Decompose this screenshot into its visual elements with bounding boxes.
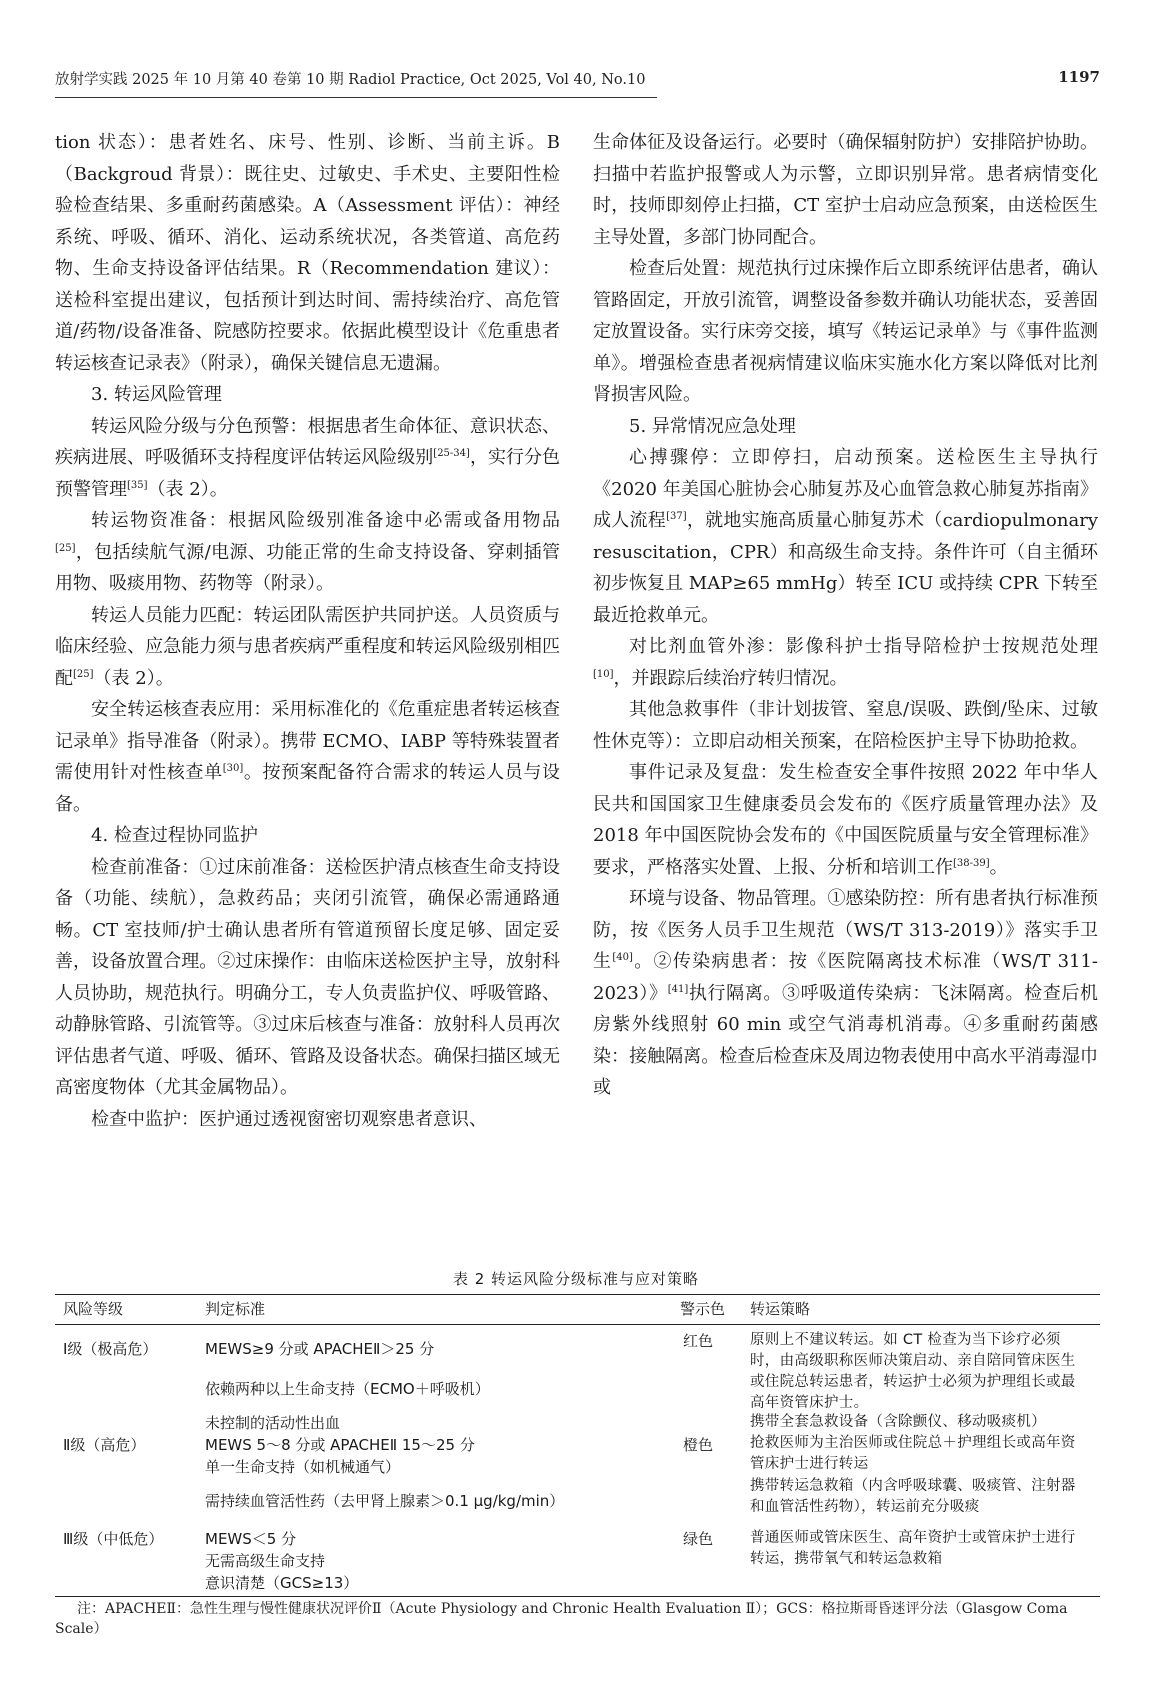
paragraph-text: tion 状态）：患者姓名、床号、性别、诊断、当前主诉。B（Backgroud 背景）：既往史、过敏史、手术史、主要阳性检验检查结果、多重耐药菌感染。A（Assessment 评估）：神经系统、呼吸、循环、消化、运动系统状况，各类管道、高危药物、生命支持设备评估结果。R（Recommendation 建议）：送检科室提出建议，包括预计到达时间、需持续治疗、高危管道/药物/设备准备、院感防控要求。依据此模型设计《危重患者转运核查记录表》（附录），确保关键信息无遗漏。 [55, 132, 560, 374]
header-rule [55, 97, 657, 98]
row3-level: Ⅲ级（中低危） [63, 1530, 164, 1548]
page-header [55, 68, 1100, 94]
citation-ref: [10] [593, 668, 614, 680]
paragraph-text: 转运物资准备：根据风险级别准备途中必需或备用物品 [91, 510, 560, 531]
paragraph-text: 其他急救事件（非计划拔管、窒息/误吸、跌倒/坠床、过敏性休克等）：立即启动相关预案，在陪检医护主导下协助抢救。 [593, 699, 1098, 752]
row3-criteria-3: 意识清楚（GCS≥13） [205, 1574, 359, 1592]
left-paragraph [55, 505, 560, 600]
paragraph-text: ，实行分色预警管理 [55, 447, 561, 500]
left-paragraph [55, 600, 560, 695]
th-color: 警示色 [680, 1300, 726, 1318]
th-level: 风险等级 [63, 1300, 124, 1318]
row1-strategy: 原则上不建议转运。如 CT 检查为当下诊疗必须时，由高级职称医师决策启动、亲自陪同管床医生或住院总转运患者，转运护士必须为护理组长或最高年资管床护士。 [750, 1332, 1076, 1411]
paragraph-text: 4. 检查过程协同监护 [91, 825, 258, 846]
right-paragraph [593, 883, 1098, 1104]
paragraph-text: 检查中监护：医护通过透视窗密切观察患者意识、 [91, 1108, 487, 1130]
row2-criteria-2: MEWS 5～8 分或 APACHEⅡ 15～25 分 [205, 1436, 475, 1454]
table-note: 注：APACHEⅡ：急性生理与慢性健康状况评价Ⅱ（Acute Physiology and Chronic Health Evaluation Ⅱ）；GCS：格拉斯哥昏迷评分法（Glasgow Coma Scale） [55, 1601, 1068, 1637]
left-section-heading [55, 820, 560, 852]
right-section-heading [593, 411, 1098, 443]
left-paragraph [55, 127, 560, 379]
table-top-rule [55, 1294, 1100, 1295]
row3-criteria-2: 无需高级生命支持 [205, 1552, 326, 1570]
right-paragraph [593, 694, 1098, 757]
paragraph-text: ，包括续航气源/电源、功能正常的生命支持设备、穿刺插管用物、吸痰用物、药物等（附录）。 [55, 541, 560, 594]
paragraph-text: 转运风险分级与分色预警：根据患者生命体征、意识状态、疾病进展、呼吸循环支持程度评估转运风险级别 [55, 415, 560, 468]
paragraph-text: 心搏骤停：立即停扫，启动预案。送检医生主导执行《2020 年美国心脏协会心肺复苏及心血管急救心肺复苏指南》成人流程 [593, 447, 1098, 531]
row1-level: Ⅰ级（极高危） [63, 1340, 158, 1358]
row2-criteria-3: 单一生命支持（如机械通气） [205, 1458, 401, 1476]
row1-criteria-1: MEWS≥9 分或 APACHEⅡ＞25 分 [205, 1340, 435, 1358]
citation-ref: [37] [666, 511, 687, 522]
left-paragraph [55, 852, 560, 1104]
paragraph-text: 执行隔离。③呼吸道传染病：飞沫隔离。检查后机房紫外线照射 60 min 或空气消毒机消毒。④多重耐药菌感染：接触隔离。检查后检查床及周边物表使用中高水平消毒湿巾或 [593, 982, 1098, 1098]
citation-ref: [30] [222, 763, 244, 774]
table-caption: 表 2 转运风险分级标准与应对策略 [452, 1270, 700, 1288]
paragraph-text: ，就地实施高质量心肺复苏术（cardiopulmonary resuscitation，CPR）和高级生命支持。条件许可（自主循环初步恢复且 MAP≥65 mmHg）转至 ICU 或持续 CPR 下转至最近抢救单元。 [593, 510, 1098, 626]
paragraph-text: （表 2）。 [147, 478, 228, 500]
citation-ref: [25] [55, 542, 76, 554]
th-criteria: 判定标准 [205, 1300, 266, 1318]
paragraph-text: 5. 异常情况应急处理 [629, 415, 796, 437]
table-header-rule [55, 1324, 1100, 1325]
paragraph-text: （表 2）。 [93, 667, 174, 689]
row1-criteria-2: 依赖两种以上生命支持（ECMO＋呼吸机） [205, 1380, 490, 1398]
paragraph-text: 安全转运核查表应用：采用标准化的《危重症患者转运核查记录单》指导准备（附录）。携带 ECMO、IABP 等特殊装置者需使用针对性核查单 [55, 699, 560, 783]
right-paragraph [593, 127, 1098, 253]
left-section-heading [55, 379, 560, 411]
right-paragraph [593, 631, 1098, 694]
row2-strategy-2: 抢救医师为主治医师或住院总＋护理组长或高年资管床护士进行转运 [750, 1435, 1076, 1472]
citation-ref: [41] [667, 983, 689, 995]
citation-ref: [38-39] [953, 857, 990, 869]
row2-level: Ⅱ级（高危） [63, 1436, 146, 1454]
paragraph-text: 检查后处置：规范执行过床操作后立即系统评估患者，确认管路固定，开放引流管，调整设备参数并确认功能状态，妥善固定放置设备。实行床旁交接，填写《转运记录单》与《事件监测单》。增强检查患者视病情建议临床实施水化方案以降低对比剂肾损害风险。 [593, 258, 1098, 405]
paragraph-text: 事件记录及复盘：发生检查安全事件按照 2022 年中华人民共和国国家卫生健康委员会发布的《医疗质量管理办法》及 2018 年中国医院协会发布的《中国医院质量与安全管理标准》要求，严格落实处置、上报、分析和培训工作 [593, 762, 1098, 878]
row2-criteria-1: 未控制的活动性出血 [205, 1414, 341, 1432]
left-paragraph [55, 694, 560, 820]
paragraph-text: 环境与设备、物品管理。①感染防控：所有患者执行标准预防，按《医务人员手卫生规范（WS/T 313-2019）》落实手卫生 [593, 888, 1098, 972]
paragraph-text: 对比剂血管外渗：影像科护士指导陪检护士按规范处理 [629, 636, 1098, 657]
row2-strategy-1: 携带全套急救设备（含除颤仪、移动吸痰机） [750, 1414, 1046, 1430]
paragraph-text: 3. 转运风险管理 [91, 384, 222, 405]
citation-ref: [25-34] [433, 448, 470, 459]
paragraph-text: 检查前准备：①过床前准备：送检医护清点核查生命支持设备（功能、续航），急救药品；夹闭引流管，确保必需通路通畅。CT 室技师/护士确认患者所有管道预留长度足够、固定妥善，设备放置合理。②过床操作：由临床送检医护主导，放射科人员协助，规范执行。明确分工，专人负责监护仪、呼吸管路、动静脉管路、引流管等。③过床后核查与准备：放射科人员再次评估患者气道、呼吸、循环、管路及设备状态。确保扫描区域无高密度物体（尤其金属物品）。 [55, 856, 560, 1098]
row1-color: 红色 [683, 1332, 714, 1350]
row3-strategy: 普通医师或管床医生、高年资护士或管床护士进行转运，携带氧气和转运急救箱 [750, 1530, 1076, 1567]
table-bottom-rule [55, 1596, 1100, 1597]
row3-criteria-1: MEWS＜5 分 [205, 1530, 297, 1548]
page-number: 1197 [1058, 68, 1100, 86]
right-paragraph [593, 253, 1098, 411]
citation-ref: [25] [73, 668, 94, 680]
journal-info: 放射学实践 2025 年 10 月第 40 卷第 10 期 Radiol Practice, Oct 2025, Vol 40, No.10 [55, 72, 646, 88]
paragraph-text: 。②传染病患者：按《医院隔离技术标准（WS/T 311-2023）》 [593, 951, 1099, 1004]
row2-color: 橙色 [683, 1436, 714, 1454]
paragraph-text: 。按预案配备符合需求的转运人员与设备。 [55, 762, 561, 815]
left-column [55, 127, 560, 1135]
row2-strategy-3: 携带转运急救箱（内含呼吸球囊、吸痰管、注射器和血管活性药物），转运前充分吸痰 [750, 1478, 1076, 1515]
th-strategy: 转运策略 [750, 1300, 811, 1318]
left-paragraph [55, 411, 560, 506]
right-paragraph [593, 757, 1098, 883]
paragraph-text: 生命体征及设备运行。必要时（确保辐射防护）安排陪护协助。扫描中若监护报警或人为示警，立即识别异常。患者病情变化时，技师即刻停止扫描，CT 室护士启动应急预案，由送检医生主导处置，多部门协同配合。 [593, 132, 1098, 248]
paragraph-text: ，并跟踪后续治疗转归情况。 [613, 667, 848, 689]
paragraph-text: 。 [989, 856, 1008, 878]
citation-ref: [35] [127, 479, 148, 491]
citation-ref: [40] [612, 952, 633, 963]
left-paragraph [55, 1104, 560, 1136]
row3-color: 绿色 [683, 1530, 714, 1548]
row2-criteria-4: 需持续血管活性药（去甲肾上腺素＞0.1 μg/kg/min） [205, 1492, 565, 1510]
right-paragraph [593, 442, 1098, 631]
paragraph-text: 转运人员能力匹配：转运团队需医护共同护送。人员资质与临床经验、应急能力须与患者疾病严重程度和转运风险级别相匹配 [55, 604, 560, 689]
right-column [593, 127, 1098, 1104]
